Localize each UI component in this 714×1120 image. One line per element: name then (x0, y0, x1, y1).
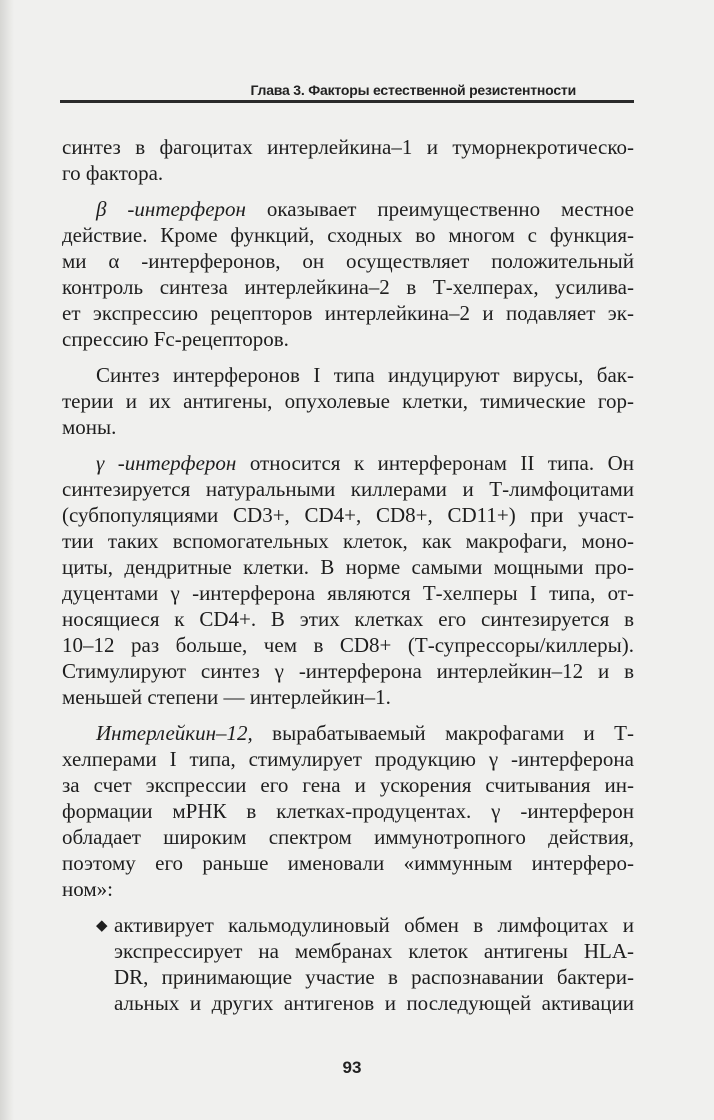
binding-shadow (0, 0, 14, 1120)
text-line: действие. Кроме функций, сходных во многом с функция- (62, 223, 634, 247)
text-run: относится к интерферонам II типа. Он (236, 451, 635, 475)
text-line (62, 196, 634, 222)
text-line: синтез в фагоцитах интерлейкина–1 и туморнекротическо- (62, 135, 634, 159)
text-run: активирует кальмодулиновый обмен в лимфоцитах и (114, 913, 634, 937)
running-header (60, 82, 634, 103)
text-line: меньшей степени — интерлейкин–1. (62, 685, 391, 709)
text-line: го фактора. (62, 161, 164, 185)
diamond-bullet-icon: ◆ (96, 916, 108, 934)
text-line: за счет экспрессии его гена и ускорения считывания ин- (62, 773, 634, 797)
text-line: хелперами I типа, стимулирует продукцию γ -интерферона (62, 747, 634, 771)
text-line: экспрессирует на мембранах клеток антигены HLA- (114, 939, 634, 963)
text-line: ном»: (62, 877, 113, 901)
text-line: носящиеся к CD4+. В этих клетках его синтезируется в (62, 607, 634, 631)
term-gamma-interferon: γ -интерферон (96, 451, 237, 475)
text-line: формации мРНК в клетках-продуцентах. γ -интерферон (62, 799, 634, 823)
text-line: поэтому его раньше именовали «иммунным интерферо- (62, 851, 634, 875)
body-text (62, 134, 634, 1016)
text-run: оказывает преимущественно местное (245, 197, 634, 221)
text-line: терии и их антигены, опухолевые клетки, тимические гор- (62, 389, 634, 413)
text-line: DR, принимающие участие в распознавании бактери- (114, 965, 634, 989)
text-line: контроль синтеза интерлейкина–2 в Т-хелперах, усилива- (62, 275, 634, 299)
text-line: циты, дендритные клетки. В норме самыми мощными про- (62, 555, 634, 579)
text-line: (субпопуляциями CD3+, CD4+, CD8+, CD11+) при участ- (62, 503, 634, 527)
chapter-title: Глава 3. Факторы естественной резистентности (250, 82, 576, 98)
text-line: ет экспрессию рецепторов интерлейкина–2 и подавляет эк- (62, 301, 634, 325)
bullet-item (62, 912, 634, 938)
text-line: Синтез интерферонов I типа индуцируют вирусы, бак- (96, 363, 634, 387)
text-line: спрессию Fc-рецепторов. (62, 327, 289, 351)
text-line: Стимулируют синтез γ -интерферона интерлейкин–12 и в (62, 659, 634, 683)
text-line: альных и других антигенов и последующей активации (114, 991, 634, 1015)
text-line: обладает широким спектром иммунотропного действия, (62, 825, 634, 849)
term-interleukin-12: Интерлейкин–12, (96, 721, 253, 745)
text-line: моны. (62, 415, 117, 439)
text-run: вырабатываемый макрофагами и Т- (252, 721, 634, 745)
text-line: тии таких вспомогательных клеток, как макрофаги, моно- (62, 529, 634, 553)
text-line (62, 720, 634, 746)
text-line: ми α -интерферонов, он осуществляет положительный (62, 249, 634, 273)
text-line: синтезируется натуральными киллерами и Т-лимфоцитами (62, 477, 634, 501)
text-line: 10–12 раз больше, чем в CD8+ (Т-супрессоры/киллеры). (62, 633, 634, 657)
page-number: 93 (342, 1058, 362, 1077)
text-line: дуцентами γ -интерферона являются Т-хелперы I типа, от- (62, 581, 634, 605)
term-beta-interferon: β -интерферон (96, 197, 246, 221)
text-line (62, 450, 634, 476)
